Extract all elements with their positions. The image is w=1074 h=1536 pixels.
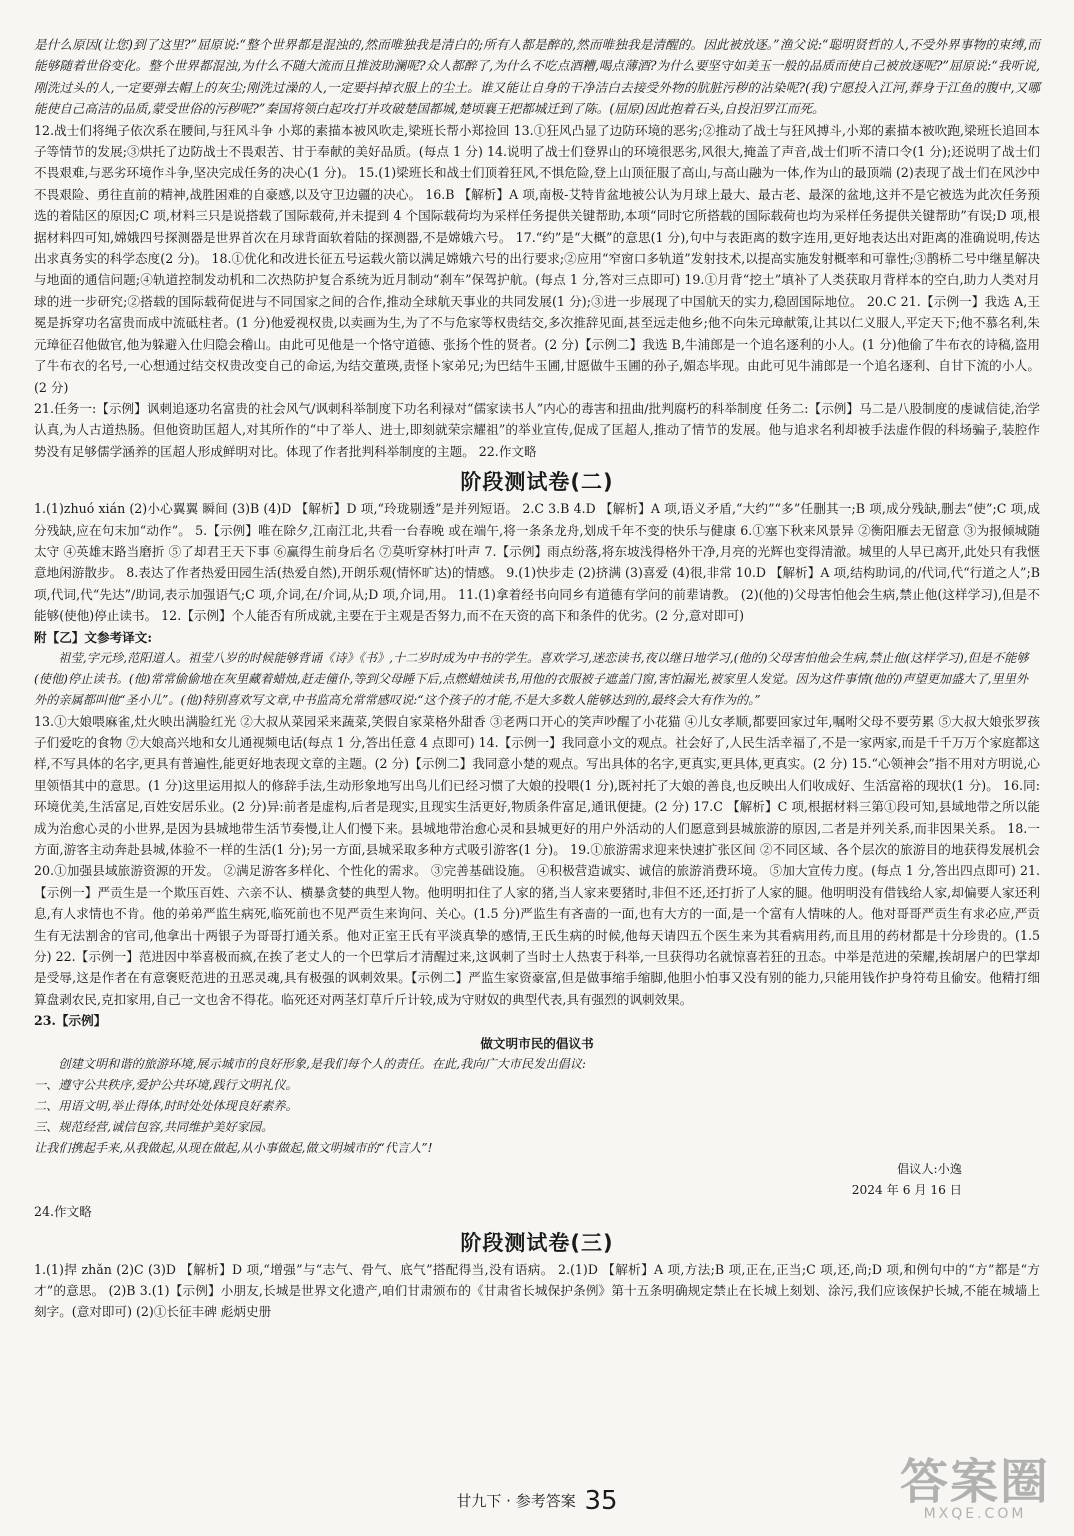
footer-label: 甘九下 · 参考答案 [456, 1492, 576, 1510]
answer-page [34, 34, 1040, 1323]
proposal-line: 三、规范经营,诚信包容,共同维护美好家园。 [34, 1120, 274, 1135]
q24-answer: 24.作文略 [34, 1204, 92, 1220]
answers-section-3: 1.(1)捍 zhǎn (2)C (3)D 【解析】D 项,“增强”与“志气、骨气、底气”搭配得当,没有语病。 2.(1)D 【解析】A 项,方法;B 项,正在,正当;C 项,还,尚;D 项,和例句中的“方”都是“方才”的意思。 (2)B 3.(1)【示例】小朋友,长城是世界文化遗产,咱们甘肃颁布的《甘肃省长城保护条例》第十五条明确规定禁止在长城上刻划、涂污,我们应该保护长城,不能在城墙上刻字。(意对即可) (2)①长征丰碑 彪炳史册 [34, 1261, 1040, 1320]
proposal-line: 二、用语文明,举止得体,时时处处体现良好素养。 [34, 1099, 298, 1114]
proposal-signer: 倡议人:小逸 [896, 1162, 962, 1177]
answers-section-2: 1.(1)zhuó xián (2)小心翼翼 瞬间 (3)B (4)D 【解析】D 项,“玲珑剔透”是并列短语。 2.C 3.B 4.D 【解析】A 项,语义矛盾,“大约”“多”任删其一;B 项,成分残缺,删去“使”;C 项,成分残缺,应在句末加“动作”。 5.【示例】唯在除夕,江南江北,共看一台春晚 或在端午,将一条条龙舟,划成千年不变的快乐与健康 6.①塞下秋来风景异 ②衡阳雁去无留意 ③为报倾城随太守 ④英雄末路当磨折 ⑤了却君王天下事 ⑥赢得生前身后名 ⑦莫听穿林打叶声 7.【示例】雨点纷落,将东坡浅得格外干净,月亮的光辉也变得清澈。城里的人早已离开,此处只有我惬意地闲游散步。 8.表达了作者热爱田园生活(热爱自然),开朗乐观(情怀旷达)的情感。 9.(1)快步走 (2)挤满 (3)喜爱 (4)很,非常 10.D 【解析】A 项,结构助词,的/代词,代“行道之人”;B 项,代词,代“先达”/助词,表示加强语气;C 项,介词,在/介词,从;D 项,介词,用。 11.(1)拿着经书向同乡有道德有学问的前辈请教。 (2)(他的)父母害怕他会生病,禁止他(这样学习),但是不能够(使他)停止读书。 12.【示例】个人能否有所成就,主要在于主观是否努力,而不在天资的高下和条件的优劣。(2 分,意对即可) [34, 501, 1040, 624]
translation-heading: 附【乙】文参考译文: [34, 629, 152, 645]
watermark-url: MXQE.COM [923, 1506, 1027, 1522]
q23-heading: 23.【示例】 [34, 1013, 107, 1029]
watermark-text: 答案圈 [899, 1454, 1050, 1510]
proposal-date: 2024 年 6 月 16 日 [851, 1183, 962, 1198]
translation-continued: 是什么原因(让您)到了这里?”屈原说:“整个世界都是混浊的,然而唯独我是清白的;所有人都是醉的,然而唯独我是清醒的。因此被放逐。”渔父说:“聪明贤哲的人,不受外界事物的束缚,而能够随着世俗变化。整个世界都混浊,为什么不随大流而且推波助澜呢?众人都醉了,为什么不吃点酒糟,喝点薄酒?为什么要坚守如美玉一般的品质而使自己被放逐呢?”屈原说:“我听说,刚洗过头的人,一定要弹去帽上的灰尘;刚洗过澡的人,一定要抖掉衣服上的尘土。谁又能让自身的干净洁白去接受外物的肮脏污秽的沾染呢?(我)宁愿投入江河,葬身于江鱼的腹中,又哪能使自己高洁的品质,蒙受世俗的污秽呢?”秦国将领白起攻打并攻破楚国都城,楚顷襄王把都城迁到了陈。(屈原)因此抱着石头,自投汨罗江而死。 [34, 37, 1040, 117]
section-title-test-3: 阶段测试卷(三) [460, 1230, 614, 1255]
answers-section-1b: 21.任务一:【示例】讽刺追逐功名富贵的社会风气/讽刺科举制度下功名利禄对“儒家读书人”内心的毒害和扭曲/批判腐朽的科举制度 任务二:【示例】马二是八股制度的虔诚信徒,治学认真,为人古道热肠。但他资助匡超人,对其所作的“中了举人、进士,即刻就荣宗耀祖”的举业宣传,促成了匡超人,推动了情节的发展。他与追求名利却被手法虚作假的科场骗子,装腔作势没有足够儒学涵养的匡超人形成鲜明对比。体现了作者批判科举制度的主题。 22.作文略 [34, 400, 1040, 459]
proposal-line: 创建文明和谐的旅游环境,展示城市的良好形象,是我们每个人的责任。在此,我向广大市民发出倡议: [58, 1057, 586, 1072]
proposal-title: 做文明市民的倡议书 [480, 1036, 594, 1052]
watermark-logo [899, 1454, 1050, 1522]
page-number: 35 [584, 1486, 618, 1516]
answers-section-1: 12.战士们将绳子依次系在腰间,与狂风斗争 小郑的素描本被风吹走,梁班长帮小郑捡回 13.①狂风凸显了边防环境的恶劣;②推动了战士与狂风搏斗,小郑的素描本被吹跑,梁班长追回本子等情节的发展;③烘托了边防战士不畏艰苦、甘于奉献的美好品质。(每点 1 分) 14.说明了战士们登界山的环境很恶劣,风很大,掩盖了声音,战士们听不清口令(1 分);还说明了战士们不畏艰难,与恶劣环境作斗争,坚决完成任务的决心(1 分)。 15.(1)梁班长和战士们顶着狂风,不惧危险,登上山顶征服了高山,与高山融为一体,作为山的最顶端 (2)表现了战士们在风沙中不畏艰险、勇往直前的精神,战胜困难的自豪感,以及守卫边疆的决心。 16.B 【解析】A 项,南极-艾特肯盆地被公认为月球上最大、最古老、最深的盆地,这并不是它被选为此次任务预选的着陆区的原因;C 项,材料三只是说搭载了国际载荷,并未提到 4 个国际载荷均为采样任务提供关键帮助,本项“同时它所搭载的国际载荷也均为采样任务提供关键帮助”有误;D 项,根据材料四可知,嫦娥四号探测器是世界首次在月球背面软着陆的探测器,不是嫦娥六号。 17.“约”是“大概”的意思(1 分),句中与表距离的数字连用,更好地表达出对距离的准确说明,传达出求真务实的科学态度(2 分)。 18.①优化和改进长征五号运载火箭以满足嫦娥六号的出行要求;②应用“窄窗口多轨道”发射技术,以提高实施发射概率和可靠性;③鹊桥二号中继星解决与地面的通信问题;④轨道控制发动机和二次热防护复合系统为近月制动“刹车”保驾护航。(每点 1 分,答对三点即可) 19.①月背“挖土”填补了人类获取月背样本的空白,助力人类对月球的进一步研究;②搭载的国际载荷促进与不同国家之间的合作,推动全球航天事业的共同发展(1 分);③进一步展现了中国航天的实力,稳固国际地位。 20.C 21.【示例一】我选 A,王冕是拆穿功名富贵而成中流砥柱者。(1 分)他爱视权贵,以卖画为生,为了不与危家等权贵结交,多次推辞见面,甚至远走他乡;他不向朱元璋献策,让其以仁义服人,平定天下;他不慕名利,朱元璋征召他做官,他为躲避入仕归隐会稽山。由此可见他是一个恪守道德、张扬个性的贤者。(2 分)【示例二】我选 B,牛浦郎是一个追名逐利的小人。(1 分)他偷了牛布衣的诗稿,盗用了牛布衣的名号,一心想通过结交权贵改变自己的命运,为结交董瑛,责怪卜家弟兄;为巴结牛玉圃,甘愿做牛玉圃的孙子,媚态毕现。由此可见牛浦郎是一个追名逐利、自甘下流的小人。(2 分) [34, 122, 1040, 395]
answers-section-2b: 13.①大娘喂麻雀,灶火映出满脸红光 ②大叔从菜园采来蔬菜,笑假自家菜格外甜香 ③老两口开心的笑声吵醒了小花猫 ④儿女孝顺,都要回家过年,嘱咐父母不要劳累 ⑤大叔大娘张罗孩子们爱吃的食物 ⑦大娘高兴地和女儿通视频电话(每点 1 分,答出任意 4 点即可) 14.【示例一】我同意小文的观点。社会好了,人民生活幸福了,不是一家两家,而是千千万万个家庭都这样,不写具体的名字,更具有普遍性,能更好地表现文章的主题。(2 分)【示例二】我同意小楚的观点。写出具体的名字,更真实,更具体,更真实。(2 分) 15.“心领神会”指不用对方明说,心里领悟其中的意思。(1 分)这里运用拟人的修辞手法,生动形象地写出鸟儿们已经习惯了大娘的投喂(1 分),既衬托了大娘的善良,也反映出人们收成好、生活富裕的现状(1 分)。 16.同:环境优美,生活富足,百姓安居乐业。(2 分)异:前者是虚构,后者是现实,且现实生活更好,物质条件富足,通讯便捷。(2 分) 17.C 【解析】C 项,根据材料三第①段可知,县域地带之所以能成为治愈心灵的小世界,是因为县城地带生活节奏慢,让人们慢下来。县城地带治愈心灵和县城更好的用户外活动的人们愿意到县城旅游的原因,二者是并列关系,而非因果关系。 18.一方面,游客主动奔赴县城,体验不一样的生活(1 分);另一方面,县城采取多种方式吸引游客(1 分)。 19.①旅游需求迎来快速扩张区间 ②不同区域、各个层次的旅游目的地获得发展机会 20.①加强县域旅游资源的开发。 ②满足游客多样化、个性化的需求。 ③完善基础设施。 ④积极营造诚实、诚信的旅游消费环境。 ⑤加大宣传力度。(每点 1 分,答出四点即可) 21.【示例一】严贡生是一个欺压百姓、六亲不认、横暴贪婪的典型人物。他明明扣住了人家的猪,当人家来要猪时,非但不还,还打折了人家的腿。他明明没有借钱给人家,却偏要人家还利息,有人求情也不肯。他的弟弟严监生病死,临死前也不见严贡生来询问、关心。(1.5 分)严监生有吝啬的一面,也有大方的一面,是一个富有人情味的人。他对哥哥严贡生有求必应,严贡生有无法割舍的官司,他拿出十两银子为哥哥打通关系。他对正室王氏有平淡真挚的感情,王氏生病的时候,他每天请四五个医生来为其看病用药,而且用的药材都是十分珍贵的。(1.5 分) 22.【示例一】范进因中举喜极而疯,在挨了老丈人的一个巴掌后才清醒过来,这讽刺了当时士人热衷于科举,一旦获得功名就惊喜若狂的丑态。中举是范进的荣耀,挨胡屠户的巴掌却是受辱,这是作者在有意褒贬范进的丑恶灵魂,具有极强的讽刺效果。【示例二】严监生家资豪富,但是做事缩手缩脚,他胆小怕事又没有别的能力,只能用钱作护身符苟且偷安。他精打细算盘剥农民,克扣家用,自己一文也舍不得花。临死还对两茎灯草斤斤计较,成为守财奴的典型代表,具有强烈的讽刺效果。 [34, 713, 1040, 1007]
proposal-line: 一、遵守公共秩序,爱护公共环境,践行文明礼仪。 [34, 1078, 298, 1093]
translation-text: 祖莹,字元珍,范阳道人。祖莹八岁的时候能够背诵《诗》《书》,十二岁时成为中书的学生。喜欢学习,迷恋读书,夜以继日地学习,(他的)父母害怕他会生病,禁止他(这样学习),但是不能够(使他)停止读书。(他)常常偷偷地在灰里藏着蜡烛,赶走僮仆,等到父母睡下后,点燃蜡烛读书,用他的衣服被子遮盖门窗,害怕漏光,被家里人发觉。因为这件事情(他的)声望更加盛大了,里里外外的亲属都叫他“圣小儿”。(他)特别喜欢写文章,中书监高允常常感叹说:“这个孩子的才能,不是大多数人能够达到的,最终会大有作为的。” [34, 650, 1029, 707]
proposal-line: 让我们携起手来,从我做起,从现在做起,从小事做起,做文明城市的“代言人”! [34, 1141, 433, 1156]
section-title-test-2: 阶段测试卷(二) [460, 470, 614, 495]
